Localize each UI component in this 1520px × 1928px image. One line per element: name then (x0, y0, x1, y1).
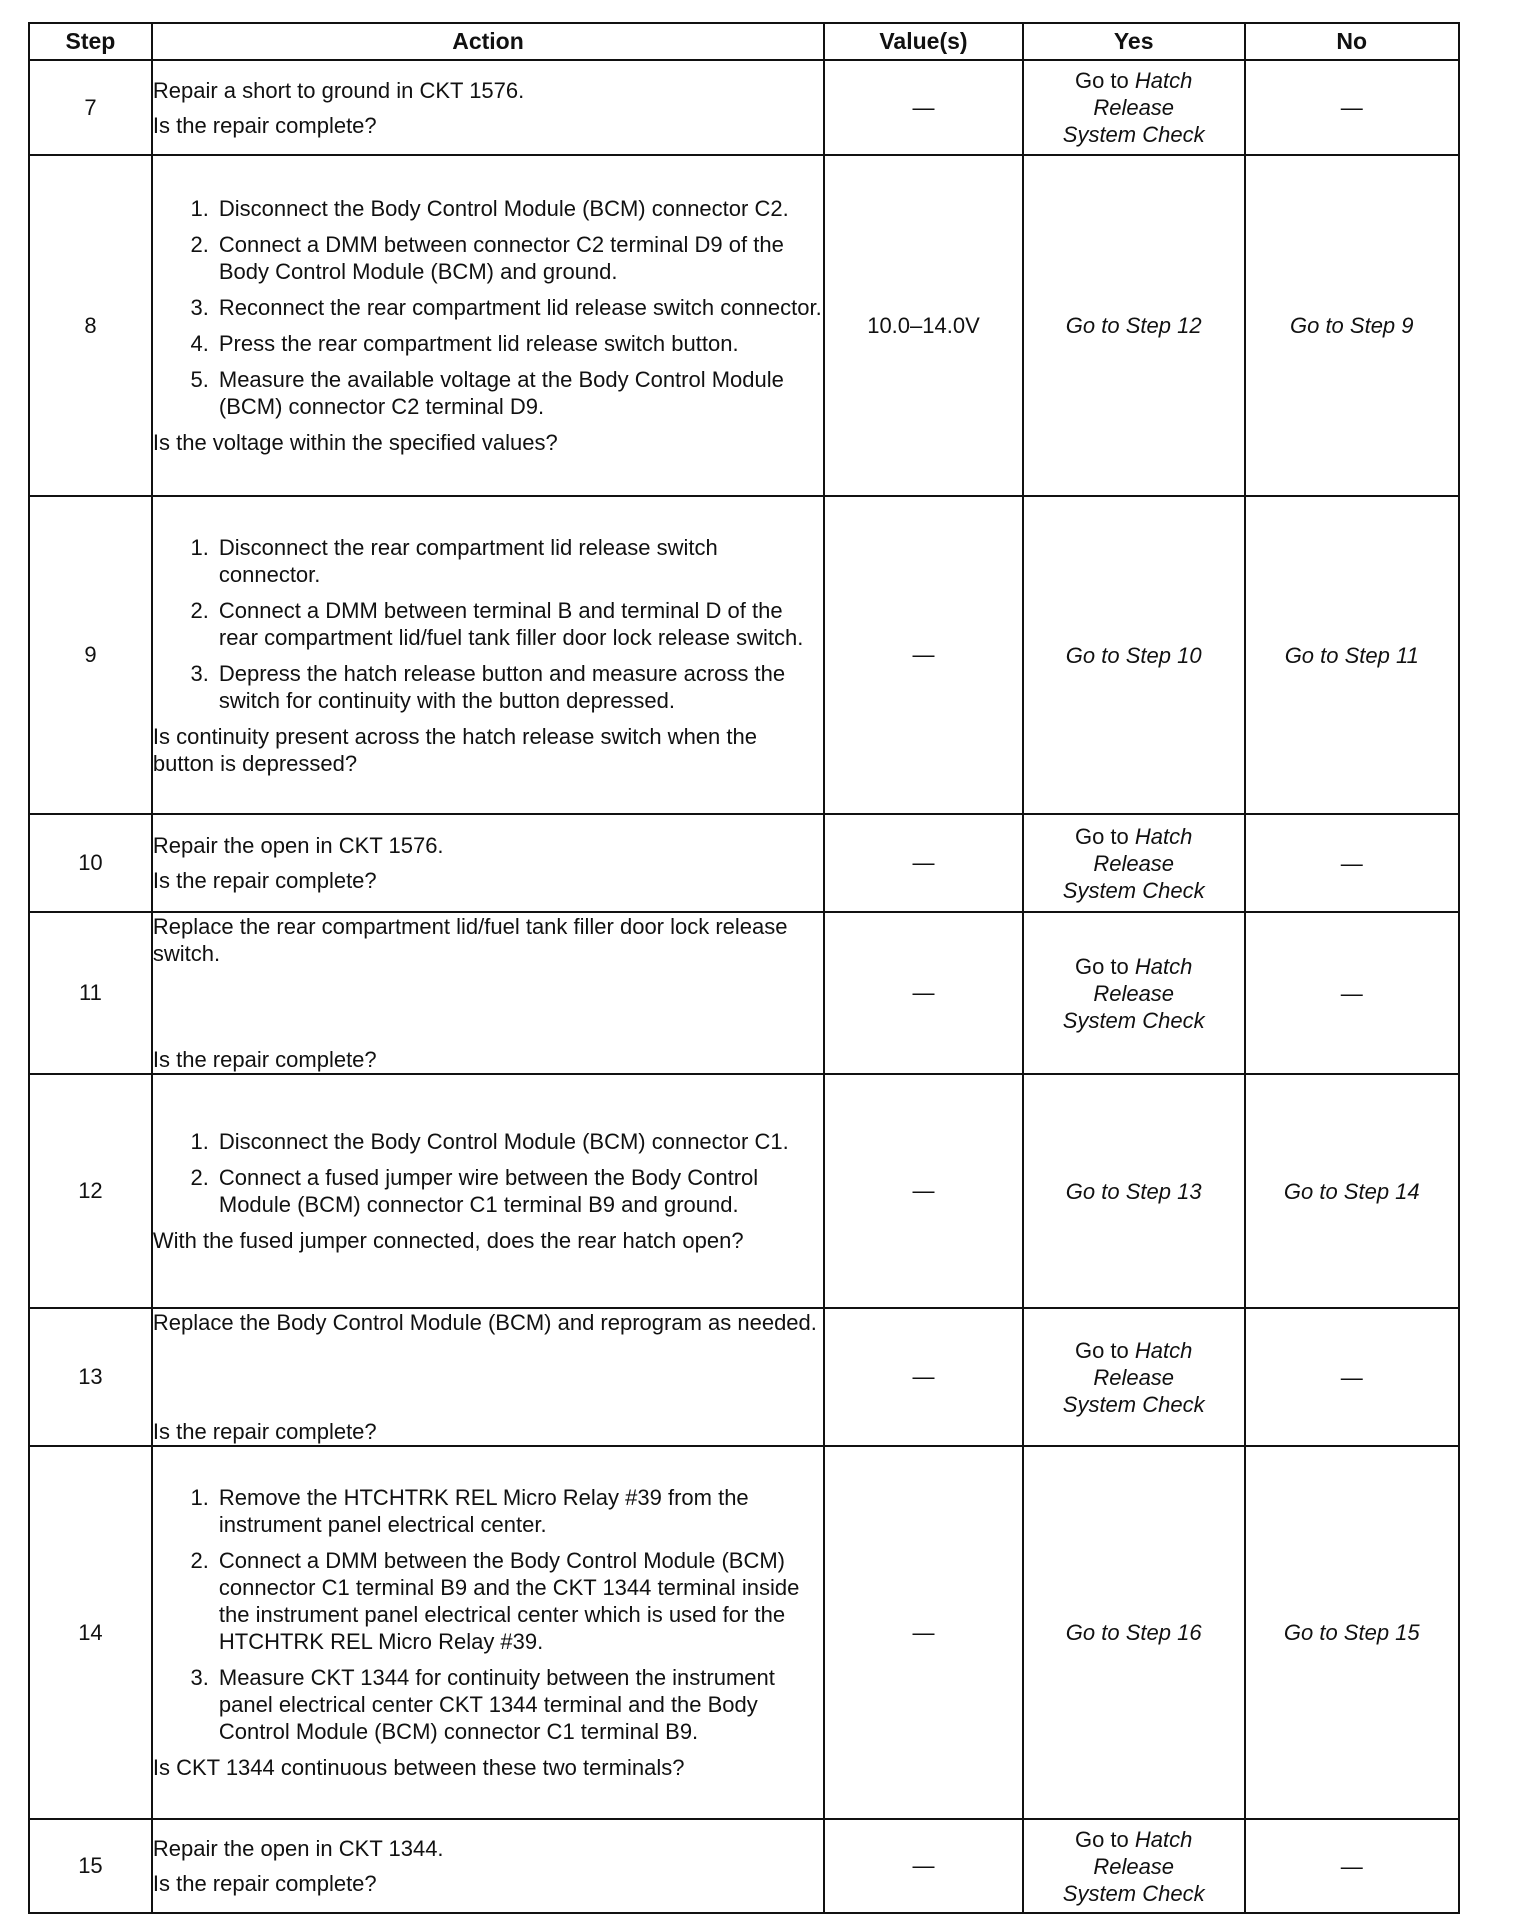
action-cell (152, 496, 824, 814)
action-cell (152, 155, 824, 496)
procedure-item: 3. Depress the hatch release button and measure across the switch for continuity with the button depressed. (190, 660, 786, 713)
hatch-check-line3: System Check (1062, 1880, 1205, 1906)
goto-prefix: Go to (1074, 823, 1129, 849)
step-number: 14 (29, 1446, 152, 1819)
action-question: Is CKT 1344 continuous between these two terminals? (152, 1755, 685, 1780)
header-yes: Yes (1023, 23, 1245, 60)
yes-cell (1023, 1308, 1245, 1446)
step-number: 11 (29, 912, 152, 1074)
no-cell: — (1245, 60, 1459, 155)
value-cell: 10.0–14.0V (824, 155, 1023, 496)
action-cell (152, 912, 824, 1074)
goto-prefix: Go to (1074, 1826, 1129, 1852)
hatch-check-line1: Hatch (1134, 1826, 1193, 1852)
yes-cell (1023, 60, 1245, 155)
table-row-step-14 (29, 1446, 1459, 1819)
step-number: 10 (29, 814, 152, 912)
yes-cell (1023, 1819, 1245, 1913)
action-text: Repair the open in CKT 1576. (152, 833, 444, 858)
procedure-list (153, 195, 823, 420)
step-number: 15 (29, 1819, 152, 1913)
procedure-list (153, 1128, 823, 1218)
no-cell: Go to Step 11 (1245, 496, 1459, 814)
no-cell: — (1245, 1308, 1459, 1446)
yes-cell: Go to Step 16 (1023, 1446, 1245, 1819)
value-cell: — (824, 1446, 1023, 1819)
table-row-step-8 (29, 155, 1459, 496)
procedure-list (153, 1484, 823, 1745)
hatch-check-line1: Hatch (1134, 823, 1193, 849)
procedure-item: 2. Connect a DMM between terminal B and terminal D of the rear compartment lid/fuel tank filler door lock release switch. (190, 597, 804, 650)
procedure-item: 5. Measure the available voltage at the Body Control Module (BCM) connector C2 terminal D9. (190, 367, 784, 419)
header-no: No (1245, 23, 1459, 60)
yes-cell: Go to Step 12 (1023, 155, 1245, 496)
action-cell (152, 814, 824, 912)
hatch-check-line2: Release (1093, 1364, 1175, 1390)
procedure-item: 2. Connect a DMM between connector C2 terminal D9 of the Body Control Module (BCM) and ground. (190, 232, 784, 284)
hatch-check-line3: System Check (1062, 1007, 1205, 1033)
yes-cell: Go to Step 10 (1023, 496, 1245, 814)
step-number: 12 (29, 1074, 152, 1308)
hatch-check-line2: Release (1093, 850, 1175, 876)
no-cell: Go to Step 9 (1245, 155, 1459, 496)
header-values: Value(s) (824, 23, 1023, 60)
action-question: With the fused jumper connected, does the rear hatch open? (152, 1228, 744, 1253)
action-text: Repair a short to ground in CKT 1576. (152, 77, 525, 103)
procedure-item: 2. Connect a DMM between the Body Control Module (BCM) connector C1 terminal B9 and the CKT 1344 terminal inside the instrument panel electrical center which is used for the HTCHTRK REL Micro Relay #39. (190, 1548, 800, 1654)
action-question: Is the voltage within the specified values? (152, 430, 558, 455)
step-number: 8 (29, 155, 152, 496)
table-row-step-12 (29, 1074, 1459, 1308)
procedure-item: 4. Press the rear compartment lid release switch button. (190, 331, 739, 356)
action-question: Is the repair complete? (152, 1419, 377, 1444)
procedure-item: 3. Reconnect the rear compartment lid release switch connector. (190, 295, 822, 320)
value-cell: — (824, 912, 1023, 1074)
value-cell: — (824, 1308, 1023, 1446)
header-action: Action (152, 23, 824, 60)
hatch-check-line3: System Check (1062, 1391, 1205, 1417)
table-row-step-7 (29, 60, 1459, 155)
table-row-step-13 (29, 1308, 1459, 1446)
step-number: 7 (29, 60, 152, 155)
procedure-item: 1. Disconnect the Body Control Module (BCM) connector C1. (190, 1129, 789, 1154)
goto-prefix: Go to (1074, 953, 1129, 979)
action-text: Replace the Body Control Module (BCM) and reprogram as needed. (152, 1310, 817, 1335)
no-cell: — (1245, 814, 1459, 912)
action-question: Is the repair complete? (152, 868, 377, 893)
procedure-item: 1. Remove the HTCHTRK REL Micro Relay #39 from the instrument panel electrical center. (190, 1485, 749, 1537)
action-cell (152, 1819, 824, 1913)
step-number: 13 (29, 1308, 152, 1446)
table-row-step-11 (29, 912, 1459, 1074)
no-cell: Go to Step 14 (1245, 1074, 1459, 1308)
no-cell: Go to Step 15 (1245, 1446, 1459, 1819)
table-row-step-15 (29, 1819, 1459, 1913)
action-cell (152, 1446, 824, 1819)
hatch-check-line2: Release (1093, 1853, 1175, 1879)
action-cell (152, 60, 824, 155)
diagnostic-table (28, 22, 1460, 1914)
procedure-item: 1. Disconnect the rear compartment lid release switch connector. (190, 534, 718, 587)
table-row-step-9 (29, 496, 1459, 814)
value-cell: — (824, 60, 1023, 155)
hatch-check-line3: System Check (1062, 877, 1205, 903)
value-cell: — (824, 1819, 1023, 1913)
action-question: Is the repair complete? (152, 112, 377, 138)
hatch-check-line2: Release (1093, 95, 1175, 120)
action-question: Is the repair complete? (152, 1871, 377, 1896)
yes-cell: Go to Step 13 (1023, 1074, 1245, 1308)
procedure-list (153, 534, 823, 714)
no-cell: — (1245, 1819, 1459, 1913)
no-cell: — (1245, 912, 1459, 1074)
step-number: 9 (29, 496, 152, 814)
procedure-item: 3. Measure CKT 1344 for continuity between the instrument panel electrical center CKT 1344 terminal and the Body Control Module (BCM) connector C1 terminal B9. (190, 1665, 775, 1744)
action-question: Is the repair complete? (152, 1047, 377, 1072)
hatch-check-line1: Hatch (1134, 953, 1193, 979)
action-cell (152, 1308, 824, 1446)
header-step: Step (29, 23, 152, 60)
hatch-check-line2: Release (1093, 980, 1175, 1006)
action-text: Replace the rear compartment lid/fuel tank filler door lock release switch. (152, 914, 788, 966)
goto-prefix: Go to (1074, 1337, 1129, 1363)
hatch-check-line1: Hatch (1134, 1337, 1193, 1363)
goto-prefix: Go to (1074, 68, 1129, 93)
action-text: Repair the open in CKT 1344. (152, 1836, 444, 1861)
procedure-item: 1. Disconnect the Body Control Module (BCM) connector C2. (190, 196, 789, 221)
value-cell: — (824, 496, 1023, 814)
hatch-check-line3: System Check (1062, 122, 1205, 147)
yes-cell (1023, 912, 1245, 1074)
yes-cell (1023, 814, 1245, 912)
action-cell (152, 1074, 824, 1308)
procedure-item: 2. Connect a fused jumper wire between the Body Control Module (BCM) connector C1 terminal B9 and ground. (190, 1165, 759, 1217)
hatch-check-line1: Hatch (1134, 68, 1193, 93)
header-row (29, 23, 1459, 60)
value-cell: — (824, 1074, 1023, 1308)
action-question: Is continuity present across the hatch release switch when the button is depressed? (152, 723, 757, 776)
table-row-step-10 (29, 814, 1459, 912)
value-cell: — (824, 814, 1023, 912)
